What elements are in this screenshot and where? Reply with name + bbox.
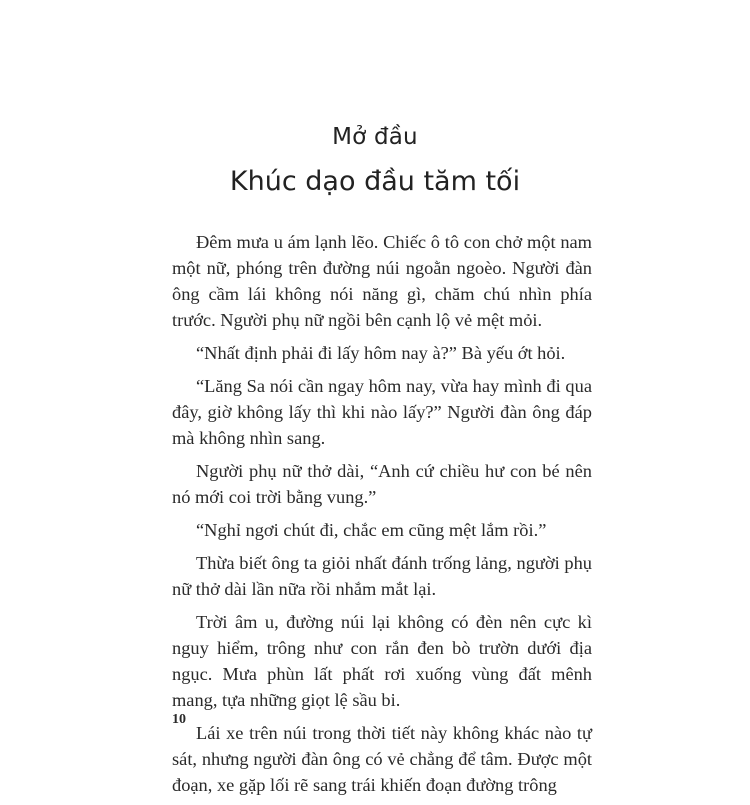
paragraph: Lái xe trên núi trong thời tiết này không khác nào tự sát, nhưng người đàn ông có vẻ chẳng để tâm. Được một đoạn, xe gặp lối rẽ sang trái khiến đoạn đường trông	[172, 723, 592, 795]
paragraph: “Nhất định phải đi lấy hôm nay à?” Bà yếu ớt hỏi.	[196, 343, 566, 363]
paragraph: Đêm mưa u ám lạnh lẽo. Chiếc ô tô con chở một nam một nữ, phóng trên đường núi ngoằn ngoèo. Người đàn ông cầm lái không nói năng gì, chăm chú nhìn phía trước. Người phụ nữ ngồi bên cạnh lộ vẻ mệt mỏi.	[172, 232, 592, 330]
page-number: 10	[172, 712, 186, 727]
chapter-label: Mở đầu	[332, 124, 418, 150]
paragraph: Thừa biết ông ta giỏi nhất đánh trống lảng, người phụ nữ thở dài lần nữa rồi nhắm mắt lại.	[172, 553, 592, 599]
body-text	[172, 229, 592, 805]
paragraph: “Lăng Sa nói cần ngay hôm nay, vừa hay mình đi qua đây, giờ không lấy thì khi nào lấy?” Người đàn ông đáp mà không nhìn sang.	[172, 376, 592, 448]
paragraph: “Nghỉ ngơi chút đi, chắc em cũng mệt lắm rồi.”	[196, 520, 547, 540]
chapter-title: Khúc dạo đầu tăm tối	[229, 166, 521, 197]
paragraph: Trời âm u, đường núi lại không có đèn nên cực kì nguy hiểm, trông như con rắn đen bò trườn dưới địa ngục. Mưa phùn lất phất rơi xuống vùng đất mênh mang, tựa những giọt lệ sầu bi.	[172, 612, 592, 710]
paragraph: Người phụ nữ thở dài, “Anh cứ chiều hư con bé nên nó mới coi trời bằng vung.”	[172, 461, 592, 507]
